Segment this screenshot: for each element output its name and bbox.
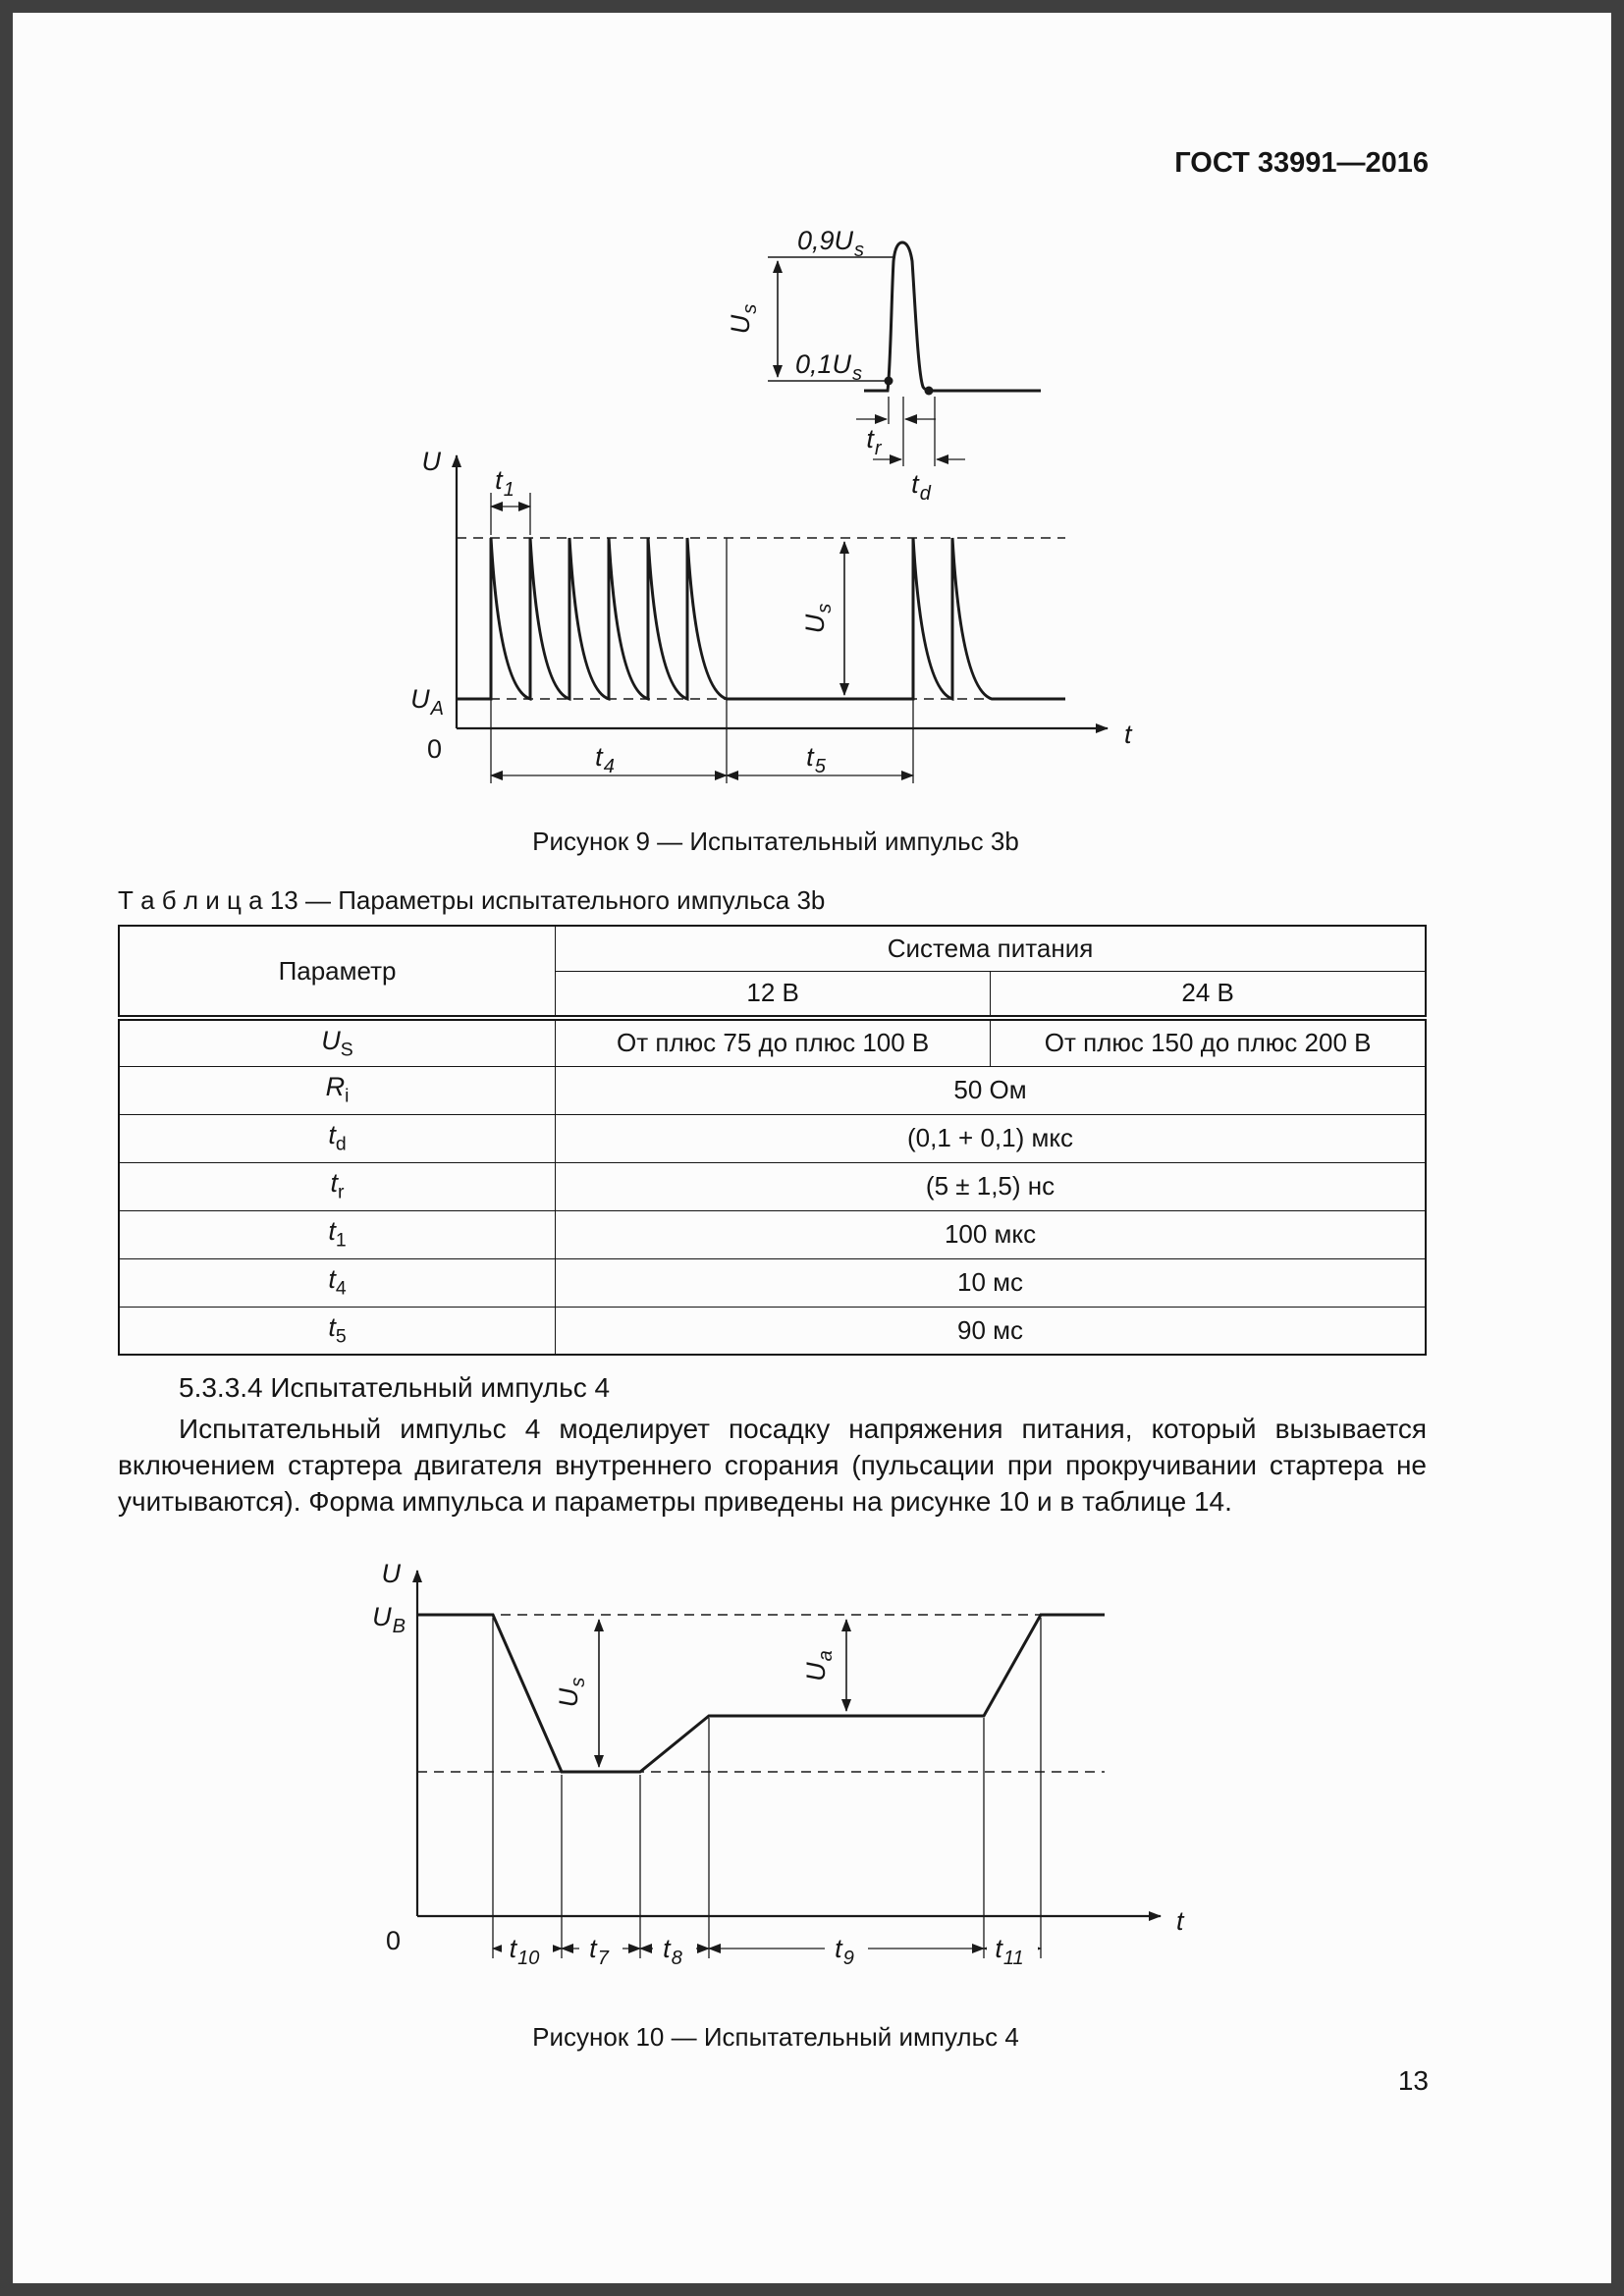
label-us-rotated: $U_s$ [554,1677,589,1708]
body-paragraph: Испытательный импульс 4 моделирует посадку напряжения питания, который вызывается включением стартера двигателя внутреннего сгорания (пульсации при прокручивании стартера не учитываются). Форма импульса и параметры приведены на рисунке 10 и в таблице 14. [118,1414,1427,1517]
value-t5: 90 мс [556,1307,1426,1355]
col-header-24v: 24 В [991,971,1426,1018]
label-t-axis: t [1124,720,1132,749]
param-ri: $R_i$ [325,1072,350,1107]
col-header-12v: 12 В [556,971,991,1018]
figure-9-caption: Рисунок 9 — Испытательный импульс 3b [532,827,1019,856]
value-us-12v: От плюс 75 до плюс 100 В [556,1018,991,1066]
voltage-drop-diagram [372,1559,1185,1969]
label-t5: $t_5$ [806,742,826,777]
table-row-t4 [119,1258,1426,1307]
rise-time-dimension [856,397,936,466]
table-row-us [119,1018,1426,1066]
table-row-tr [119,1162,1426,1210]
label-us-rotated-main: $U_s$ [800,603,836,634]
t1-dimension [491,465,530,535]
label-t8: $t_8$ [663,1934,682,1969]
value-t1: 100 мкс [556,1210,1426,1258]
value-td: (0,1 + 0,1) мкс [556,1114,1426,1162]
label-01us: $0,1U_s$ [794,349,863,385]
page-header: ГОСТ 33991—2016 [1174,147,1429,179]
param-us: $U_S$ [321,1025,353,1060]
value-tr: (5 ± 1,5) нс [556,1162,1426,1210]
burst-signal [457,538,1065,699]
figure-9-waveform [363,221,1198,820]
label-ub: $U_B$ [372,1602,406,1637]
breakpoint-guides [493,1618,1041,1958]
label-td: $t_d$ [911,469,931,505]
label-t9: $t_9$ [835,1934,854,1969]
point-base-fall [925,387,934,396]
value-ri: 50 Ом [556,1066,1426,1114]
table-row-ri [119,1066,1426,1114]
label-origin: 0 [385,1926,401,1955]
label-t11: $t_{11}$ [995,1934,1024,1969]
param-td: $t_d$ [328,1120,347,1155]
param-tr: $t_r$ [330,1168,345,1203]
table-13-container [118,925,1427,1356]
table-13 [118,925,1427,1356]
section-heading: 5.3.3.4 Испытательный импульс 4 [179,1372,611,1403]
table-row-td [119,1114,1426,1162]
label-09us: $0,9U_s$ [796,226,865,261]
table-row-t5 [119,1307,1426,1355]
label-t10: $t_{10}$ [509,1934,540,1969]
label-t4: $t_4$ [595,742,615,777]
col-header-param: Параметр [119,926,556,1018]
label-t7: $t_7$ [589,1934,609,1969]
t4-t5-dimensions [491,742,913,777]
pulse-detail-diagram [726,226,1041,505]
param-t5: $t_5$ [328,1312,347,1348]
label-ua-rotated: $U_a$ [801,1650,837,1682]
figure-10-caption: Рисунок 10 — Испытательный импульс 4 [532,2022,1019,2052]
label-ua: $U_A$ [410,684,444,720]
label-us-rotated: $U_s$ [726,303,761,335]
label-origin: 0 [426,734,442,764]
time-dimensions [493,1933,1041,1969]
label-t1: $t_1$ [495,465,514,501]
label-tr: $t_r$ [866,424,882,459]
col-header-system: Система питания [556,926,1426,971]
param-t4: $t_4$ [328,1264,347,1300]
label-u-axis: U [381,1559,401,1588]
table-row-t1 [119,1210,1426,1258]
value-us-24v: От плюс 150 до плюс 200 В [991,1018,1426,1066]
label-u-axis: U [421,447,441,476]
value-t4: 10 мс [556,1258,1426,1307]
pulse-signal [864,242,1041,391]
figure-10-waveform [349,1543,1213,1990]
voltage-signal [417,1615,1105,1772]
param-t1: $t_1$ [328,1216,347,1252]
duration-dimension [873,397,965,505]
page-number: 13 [1397,2065,1429,2096]
label-t-axis: t [1176,1906,1184,1936]
pulse-train-diagram [410,447,1133,783]
point-01-rise [885,377,893,386]
table-13-title: Т а б л и ц а 13 — Параметры испытательного импульса 3b [118,885,826,915]
